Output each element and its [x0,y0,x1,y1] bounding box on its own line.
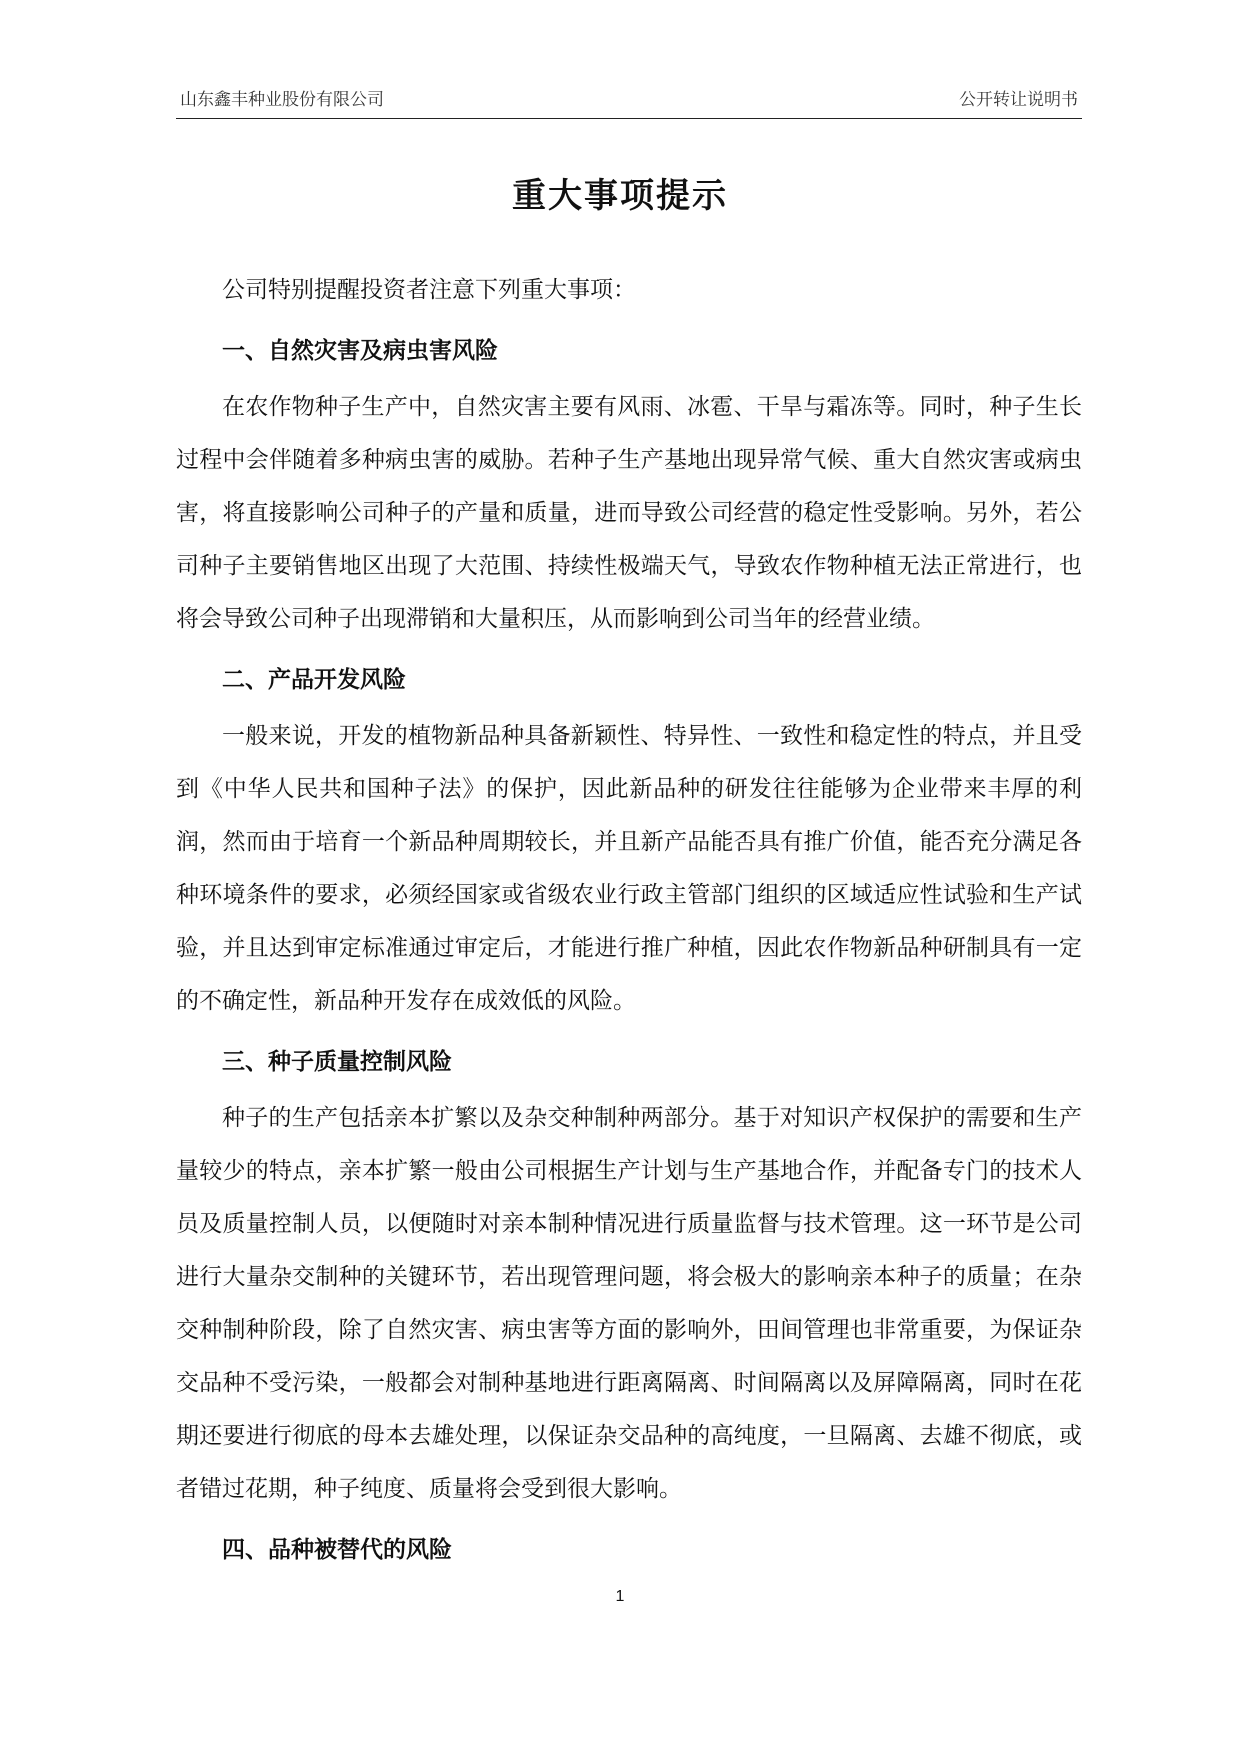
intro-paragraph: 公司特别提醒投资者注意下列重大事项： [222,277,636,303]
section-heading-3: 三、种子质量控制风险 [222,1049,452,1075]
page-title: 重大事项提示 [512,176,728,216]
header-doc-type: 公开转让说明书 [959,90,1078,110]
section-text-2: 一般来说，开发的植物新品种具备新颖性、特异性、一致性和稳定性的特点，并且受到《中华人民共和国种子法》的保护，因此新品种的研发往往能够为企业带来丰厚的利润，然而由于培育一个新品种周期较长，并且新产品能否具有推广价值，能否充分满足各种环境条件的要求，必须经国家或省级农业行政主管部门组织的区域适应性试验和生产试验，并且达到审定标准通过审定后，才能进行推广种植，因此农作物新品种研制具有一定的不确定性，新品种开发存在成效低的风险。 [176,723,1082,1014]
section-text-1: 在农作物种子生产中，自然灾害主要有风雨、冰雹、干旱与霜冻等。同时，种子生长过程中会伴随着多种病虫害的威胁。若种子生产基地出现异常气候、重大自然灾害或病虫害，将直接影响公司种子的产量和质量，进而导致公司经营的稳定性受影响。另外，若公司种子主要销售地区出现了大范围、持续性极端天气，导致农作物种植无法正常进行，也将会导致公司种子出现滞销和大量积压，从而影响到公司当年的经营业绩。 [176,394,1082,632]
section-text-3: 种子的生产包括亲本扩繁以及杂交种制种两部分。基于对知识产权保护的需要和生产量较少的特点，亲本扩繁一般由公司根据生产计划与生产基地合作，并配备专门的技术人员及质量控制人员，以便随时对亲本制种情况进行质量监督与技术管理。这一环节是公司进行大量杂交制种的关键环节，若出现管理问题，将会极大的影响亲本种子的质量；在杂交种制种阶段，除了自然灾害、病虫害等方面的影响外，田间管理也非常重要，为保证杂交品种不受污染，一般都会对制种基地进行距离隔离、时间隔离以及屏障隔离，同时在花期还要进行彻底的母本去雄处理，以保证杂交品种的高纯度，一旦隔离、去雄不彻底，或者错过花期，种子纯度、质量将会受到很大影响。 [176,1105,1082,1502]
section-heading-1: 一、自然灾害及病虫害风险 [222,338,498,364]
page-header [176,82,1082,119]
page-number: 1 [615,1588,625,1605]
header-company: 山东鑫丰种业股份有限公司 [180,90,384,110]
document-body [176,264,1082,1580]
section-heading-4: 四、品种被替代的风险 [222,1537,452,1563]
section-heading-2: 二、产品开发风险 [222,667,406,693]
